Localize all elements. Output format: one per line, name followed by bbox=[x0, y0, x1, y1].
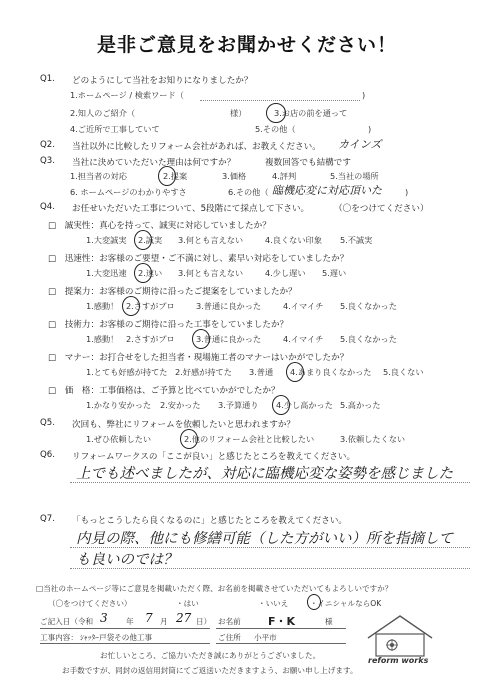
permission-question: □当社のホームページ等にご意見を掲載いただく際、お名前を掲載させていただいてもよろしいですか？ bbox=[36, 584, 393, 593]
thanks-text: お忙しいところ、ご協力いただき誠にありがとうございました。 bbox=[100, 651, 321, 660]
q1-option-2: 2.知人のご紹介（ bbox=[70, 108, 136, 118]
q4-proposal-opt5: 5.良くなかった bbox=[340, 301, 397, 311]
name-underline bbox=[216, 628, 346, 629]
q2-answer: カインズ bbox=[338, 138, 382, 151]
q4-manners-opt5: 5.良くない bbox=[383, 367, 424, 377]
q1-option-5: 5.その他（ bbox=[255, 124, 296, 134]
q6-answer: 上でも述べましたが、対応に臨機応変な姿勢を感じました bbox=[76, 466, 453, 482]
q4-price-opt1: 1.かなり安かった bbox=[86, 400, 152, 410]
q3-close-paren: ) bbox=[405, 187, 409, 197]
q3-option-other: 6.その他（ bbox=[228, 187, 269, 197]
date-underline bbox=[40, 628, 210, 629]
q3-question: 当社に決めていただいた理由は何ですか？ bbox=[72, 158, 236, 168]
address-label: ご住所 bbox=[218, 633, 241, 642]
q4-speed-opt4: 4.少し遅い bbox=[265, 268, 306, 278]
date-month: 7 bbox=[145, 611, 153, 625]
q5-opt3: 3.依頼したくない bbox=[340, 434, 406, 444]
q1-keyword-line bbox=[200, 100, 360, 101]
q4-technique-opt1: 1.感動！ bbox=[86, 334, 119, 344]
q3-option-4: 4.評判 bbox=[272, 171, 297, 181]
q4-manners-opt4: 4.あまり良くなかった bbox=[290, 367, 372, 377]
permission-yes: ・はい bbox=[176, 599, 199, 608]
date-day-unit: 日） bbox=[196, 617, 212, 626]
q7-question: 「もっとこうしたら良くなるのに」と感じたところを教えてください。 bbox=[72, 516, 348, 526]
q4-proposal-opt4: 4.イマイチ bbox=[283, 301, 324, 311]
q1-close-paren: ) bbox=[362, 90, 366, 100]
q4-item-manners: □ マナー：お打合せをした担当者・現場施工者のマナーはいかがでしたか？ bbox=[48, 353, 349, 363]
q4-technique-opt5: 5.良くなかった bbox=[340, 334, 397, 344]
date-year: 3 bbox=[100, 611, 108, 625]
q4-integrity-opt3: 3.何とも言えない bbox=[178, 235, 244, 245]
date-day: 27 bbox=[176, 611, 192, 625]
name-value: F・K bbox=[268, 615, 296, 628]
q5-opt2: 2.他のリフォーム会社と比較したい bbox=[184, 434, 315, 444]
q4-proposal-opt3: 3.普通に良かった bbox=[196, 301, 262, 311]
q3-number: Q3. bbox=[40, 156, 55, 166]
q4-speed-opt3: 3.何とも言えない bbox=[178, 268, 244, 278]
q6-question: リフォームワークスの「ここが良い」と感じたところを教えてください。 bbox=[72, 452, 356, 462]
q4-price-opt5: 5.高かった bbox=[340, 400, 381, 410]
q4-speed-opt5: 5.遅い bbox=[322, 268, 347, 278]
q4-manners-opt2: 2.好感が持てた bbox=[175, 367, 232, 377]
q4-proposal-opt1: 1.感動！ bbox=[86, 301, 119, 311]
name-label: お名前 bbox=[218, 617, 241, 626]
q4-question: お任せいただいた工事について、5段階にて採点して下さい。 bbox=[72, 204, 310, 214]
q1-option-2-suffix: 様） bbox=[230, 108, 247, 118]
q3-option-2: 2.提案 bbox=[163, 171, 188, 181]
date-label: ご記入日（令和 bbox=[40, 617, 94, 626]
q4-speed-opt1: 1.大変迅速 bbox=[86, 268, 127, 278]
q2-number: Q2. bbox=[40, 140, 55, 150]
q7-answer-line-a bbox=[70, 547, 470, 548]
q3-answer: 臨機応変に対応頂いた bbox=[272, 184, 382, 197]
q4-integrity-opt1: 1.大変誠実 bbox=[86, 235, 127, 245]
q1-option-3: 3.お店の前を通って bbox=[274, 108, 348, 118]
q4-item-technique: □ 技術力：お客様のご期待に沿った工事をしていましたか？ bbox=[48, 320, 289, 330]
name-suffix: 様 bbox=[325, 617, 333, 626]
q4-item-price: □ 価 格：工事価格は、ご予算と比べていかがでしたか？ bbox=[48, 386, 280, 396]
q4-price-opt3: 3.予算通り bbox=[218, 400, 259, 410]
address-underline bbox=[216, 643, 346, 644]
date-month-unit: 月 bbox=[160, 617, 168, 626]
q1-option-1: 1.ホームページ / 検索ワード（ bbox=[70, 90, 184, 100]
date-year-unit: 年 bbox=[126, 617, 134, 626]
return-note: お手数ですが、同封の返信用封筒にてご返送いただきますよう、お願い申し上げます。 bbox=[62, 666, 358, 675]
q6-number: Q6. bbox=[40, 450, 55, 460]
work-underline bbox=[40, 643, 210, 644]
q2-question: 当社以外に比較したリフォーム会社があれば、お教えください。 bbox=[72, 142, 321, 152]
q7-number: Q7. bbox=[40, 514, 55, 524]
q7-answer-line-2: も良いのでは？ bbox=[76, 552, 178, 568]
company-logo bbox=[362, 612, 438, 670]
q5-opt1: 1.ぜひ依頼したい bbox=[86, 434, 152, 444]
q4-item-integrity: □ 誠実性：真心を持って、誠実に対応していましたか？ bbox=[48, 221, 271, 231]
q3-option-1: 1.担当者の対応 bbox=[70, 171, 127, 181]
work-label: 工事内容： bbox=[40, 633, 78, 642]
q4-manners-opt1: 1.とても好感が持てた bbox=[86, 367, 168, 377]
q1-number: Q1. bbox=[40, 74, 55, 84]
q1-question: どのようにして当社をお知りになりましたか？ bbox=[72, 76, 253, 86]
q4-note: （〇をつけてください） bbox=[334, 204, 429, 214]
q5-question: 次回も、弊社にリフォームを依頼したいと思われますか？ bbox=[72, 420, 296, 430]
q1-option-4: 4.ご近所で工事していて bbox=[70, 124, 160, 134]
q4-integrity-opt5: 5.不誠実 bbox=[340, 235, 373, 245]
q4-manners-opt3: 3.普通 bbox=[249, 367, 274, 377]
address-value: 小平市 bbox=[254, 633, 277, 642]
q4-speed-opt2: 2.速い bbox=[138, 268, 163, 278]
work-value: ｼｬｯﾀｰ戸袋その他工事 bbox=[80, 633, 153, 642]
q5-number: Q5. bbox=[40, 418, 55, 428]
q4-price-opt4: 4.少し高かった bbox=[276, 400, 333, 410]
permission-note: （〇をつけてください） bbox=[48, 599, 132, 608]
q6-answer-line bbox=[70, 482, 470, 483]
q3-option-3: 3.価格 bbox=[222, 171, 247, 181]
q4-technique-opt2: 2.さすがプロ bbox=[126, 334, 175, 344]
q3-option-6: 6. ホームページのわかりやすさ bbox=[70, 187, 187, 197]
q3-option-5: 5.当社の場所 bbox=[330, 171, 379, 181]
q3-note: 複数回答でも結構です bbox=[265, 158, 351, 168]
q4-number: Q4. bbox=[40, 202, 55, 212]
q4-price-opt2: 2.安かった bbox=[160, 400, 201, 410]
q7-answer-line-1: 内見の際、他にも修繕可能（した方がいい）所を指摘して bbox=[76, 531, 453, 547]
q4-proposal-opt2: 2.さすがプロ bbox=[126, 301, 175, 311]
q4-technique-opt4: 4.イマイチ bbox=[283, 334, 324, 344]
logo-text: reform works bbox=[368, 656, 429, 665]
q4-integrity-opt4: 4.良くない印象 bbox=[265, 235, 322, 245]
q7-answer-line-b bbox=[70, 568, 470, 569]
q4-integrity-opt2: 2.誠実 bbox=[138, 235, 163, 245]
permission-no: ・いいえ bbox=[258, 599, 289, 608]
q4-item-proposal: □ 提案力：お客様のご期待に沿ったご提案をしていましたか？ bbox=[48, 287, 297, 297]
q1-close-paren-2: ) bbox=[368, 124, 372, 134]
permission-initials: ・イニシャルならOK bbox=[310, 599, 382, 608]
q4-technique-opt3: 3.普通に良かった bbox=[196, 334, 262, 344]
q4-item-speed: □ 迅速性：お客様のご要望・ご不満に対し、素早い対応をしていましたか？ bbox=[48, 254, 349, 264]
page-title: 是非ご意見をお聞かせください！ bbox=[96, 34, 397, 56]
